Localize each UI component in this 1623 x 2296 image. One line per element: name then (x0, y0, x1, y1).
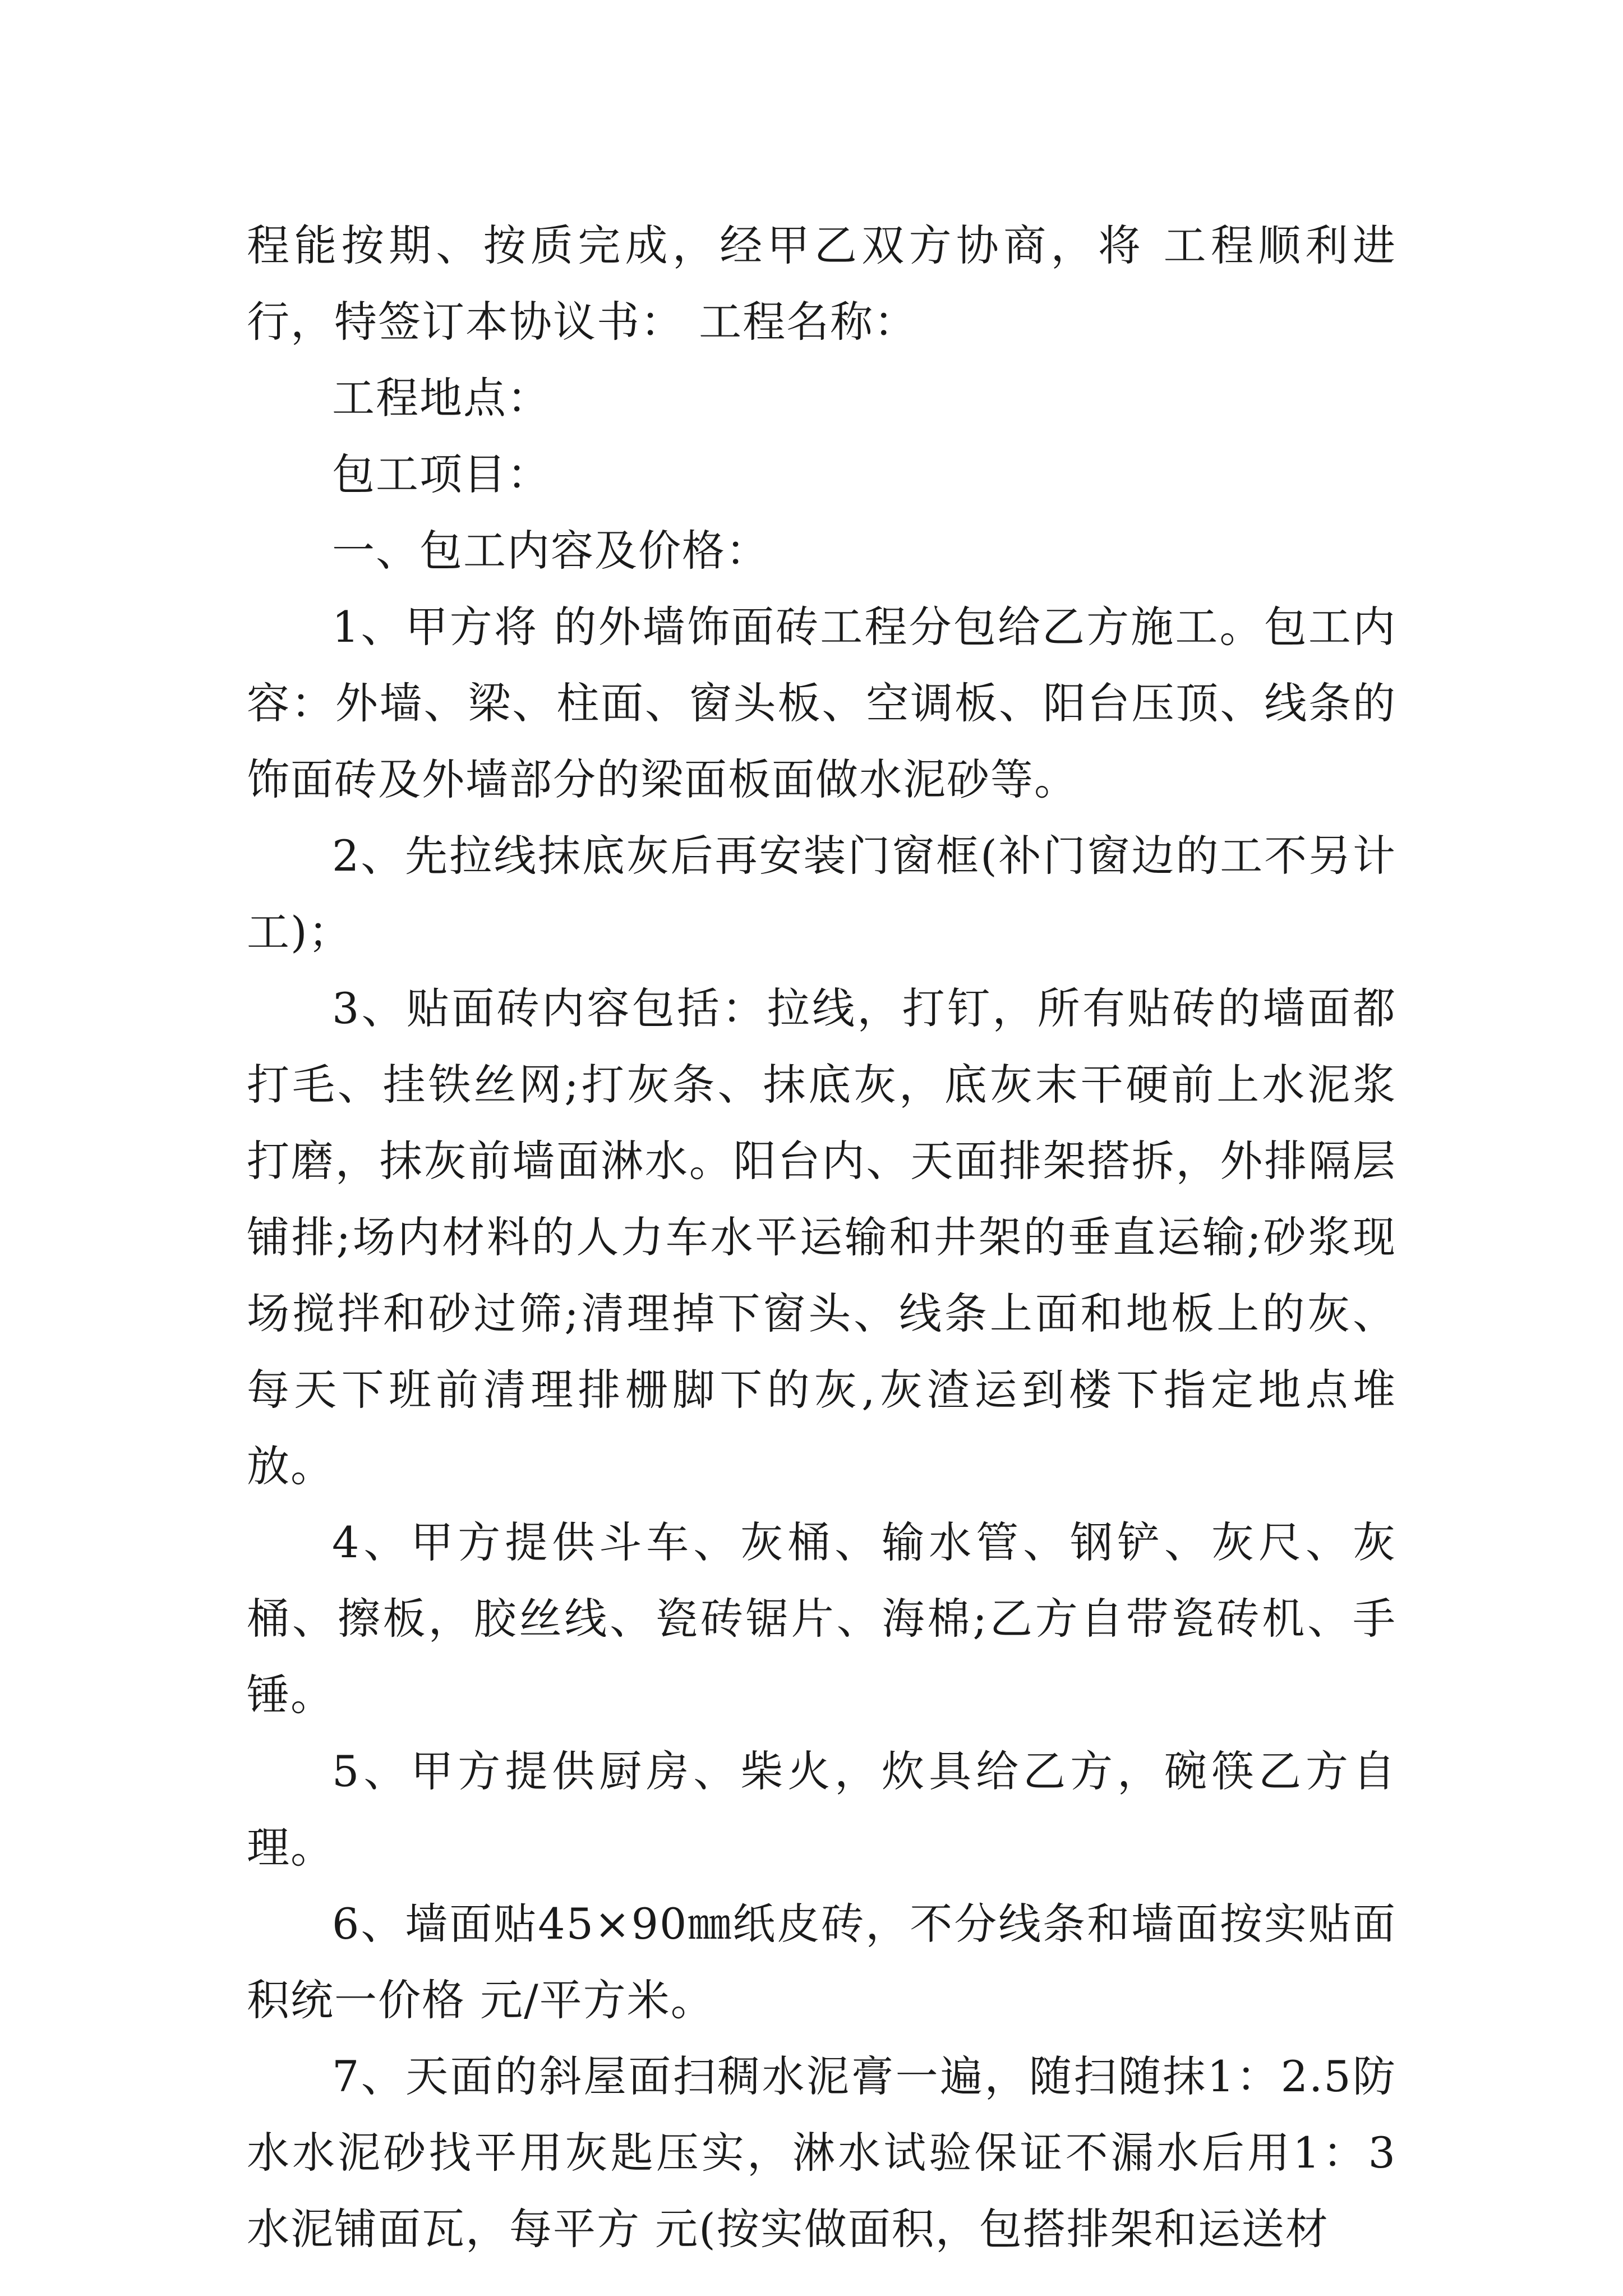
paragraph-item-1: 1、甲方将 的外墙饰面砖工程分包给乙方施工。包工内容：外墙、梁、柱面、窗头板、空调板、阳台压顶、线条的饰面砖及外墙部分的梁面板面做水泥砂等。 (247, 602, 1396, 804)
paragraph-project-location: 工程地点： (332, 373, 551, 423)
paragraph-item-7: 7、天面的斜屋面扫稠水泥膏一遍，随扫随抹1：2.5防水水泥砂找平用灰匙压实，淋水试验保证不漏水后用1：3水泥铺面瓦，每平方 元(按实做面积，包搭排架和运送材 (247, 2051, 1396, 2254)
paragraph-item-5: 5、甲方提供厨房、柴火，炊具给乙方，碗筷乙方自理。 (247, 1746, 1396, 1872)
paragraph-intro: 程能按期、按质完成，经甲乙双方协商，将 工程顺利进行，特签订本协议书： 工程名称： (247, 220, 1396, 347)
paragraph-item-3: 3、贴面砖内容包括：拉线，打钉，所有贴砖的墙面都打毛、挂铁丝网;打灰条、抹底灰，底灰末干硬前上水泥浆打磨，抹灰前墙面淋水。阳台内、天面排架搭拆，外排隔层铺排;场内材料的人力车水平运输和井架的垂直运输;砂浆现场搅拌和砂过筛;清理掉下窗头、线条上面和地板上的灰、每天下班前清理排栅脚下的灰,灰渣运到楼下指定地点堆放。 (247, 983, 1396, 1491)
paragraph-item-2: 2、先拉线抹底灰后再安装门窗框(补门窗边的工不另计工)； (247, 831, 1396, 957)
paragraph-contract-items: 包工项目： (332, 449, 551, 499)
section-heading-content-price: 一、包工内容及价格： (332, 526, 769, 576)
document-body (247, 208, 1396, 2267)
paragraph-item-6: 6、墙面贴45×90㎜纸皮砖，不分线条和墙面按实贴面积统一价格 元/平方米。 (247, 1899, 1396, 2025)
paragraph-item-4: 4、甲方提供斗车、灰桶、输水管、钢铲、灰尺、灰桶、擦板，胶丝线、瓷砖锯片、海棉;乙方自带瓷砖机、手锤。 (247, 1517, 1396, 1720)
